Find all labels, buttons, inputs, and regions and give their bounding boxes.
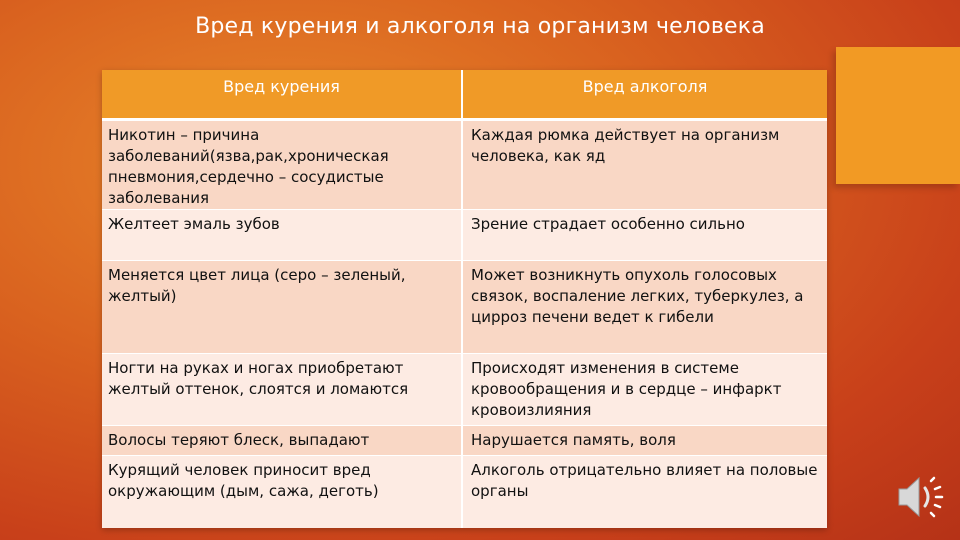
table-row <box>102 120 827 210</box>
alcohol-cell: Зрение страдает особенно сильно <box>462 210 827 261</box>
smoking-cell: Ногти на руках и ногах приобретают желтый оттенок, слоятся и ломаются <box>102 354 462 426</box>
smoking-cell: Желтеет эмаль зубов <box>102 210 462 261</box>
header-alcohol: Вред алкоголя <box>462 70 827 120</box>
smoking-cell: Никотин – причина заболеваний(язва,рак,хроническая пневмония,сердечно – сосудистые заболевания <box>102 120 462 210</box>
smoking-cell: Меняется цвет лица (серо – зеленый, желтый) <box>102 261 462 354</box>
table-row <box>102 456 827 528</box>
table-row <box>102 354 827 426</box>
comparison-table <box>102 70 827 528</box>
table-row <box>102 261 827 354</box>
smoking-cell: Курящий человек приносит вред окружающим (дым, сажа, деготь) <box>102 456 462 528</box>
decorative-orange-square <box>836 47 960 184</box>
smoking-cell: Волосы теряют блеск, выпадают <box>102 426 462 456</box>
header-smoking: Вред курения <box>102 70 462 120</box>
alcohol-cell: Может возникнуть опухоль голосовых связок, воспаление легких, туберкулез, а цирроз печени ведет к гибели <box>462 261 827 354</box>
alcohol-cell: Происходят изменения в системе кровообращения и в сердце – инфаркт кровоизлияния <box>462 354 827 426</box>
alcohol-cell: Алкоголь отрицательно влияет на половые органы <box>462 456 827 528</box>
speaker-icon[interactable] <box>893 471 945 523</box>
alcohol-cell: Нарушается память, воля <box>462 426 827 456</box>
slide-title: Вред курения и алкоголя на организм человека <box>195 14 765 39</box>
alcohol-cell: Каждая рюмка действует на организм человека, как яд <box>462 120 827 210</box>
table-row <box>102 426 827 456</box>
table-header-row <box>102 70 827 120</box>
table-row <box>102 210 827 261</box>
